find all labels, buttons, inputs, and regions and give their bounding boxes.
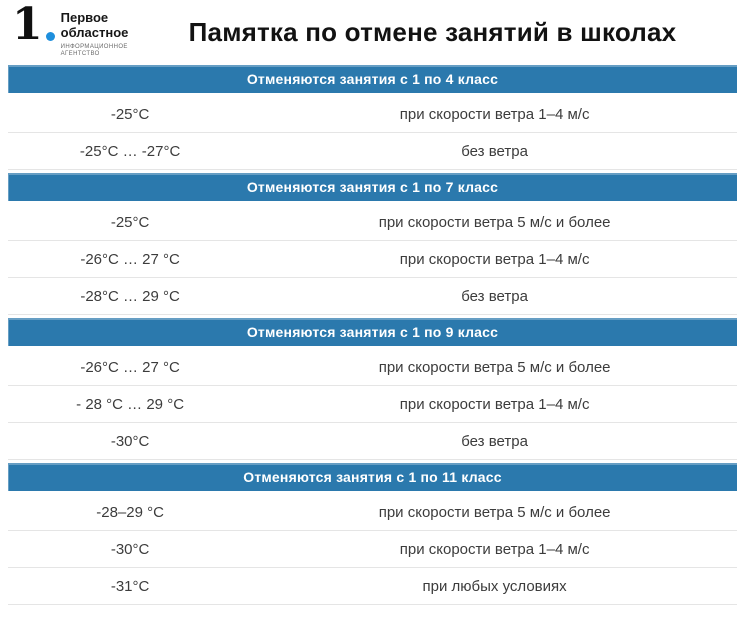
section-grades-1-4 (0, 65, 745, 170)
temperature-cell: -26°C … 27 °C (80, 250, 180, 268)
temperature-cell: -26°C … 27 °C (80, 358, 180, 376)
logo-subtitle (61, 44, 129, 59)
table-row (8, 96, 737, 133)
condition-cell: при скорости ветра 1–4 м/с (399, 540, 590, 558)
table-row (8, 278, 737, 315)
section-grades-1-11 (0, 463, 745, 605)
logo-text-block (61, 5, 129, 58)
temperature-cell: -28–29 °C (96, 503, 164, 521)
table-row (8, 386, 737, 423)
temperature-cell: -30°C (110, 540, 150, 558)
logo-numeral-one (12, 0, 55, 51)
logo-name-line1: Первое (60, 10, 109, 26)
table-row (8, 568, 737, 605)
table-row (8, 494, 737, 531)
table-row (8, 349, 737, 386)
header (0, 0, 745, 62)
condition-cell: при скорости ветра 5 м/с и более (378, 503, 611, 521)
section-grades-1-9 (0, 318, 745, 460)
section-header: Отменяются занятия с 1 по 11 класс (8, 463, 737, 491)
logo-subtitle-line1: ИНФОРМАЦИОННОЕ (60, 43, 128, 50)
logo-blue-dot-icon (46, 32, 55, 41)
agency-logo (12, 0, 162, 58)
section-header: Отменяются занятия с 1 по 4 класс (8, 65, 737, 93)
table-row (8, 531, 737, 568)
section-header: Отменяются занятия с 1 по 9 класс (8, 318, 737, 346)
logo-subtitle-line2: АГЕНТСТВО (60, 51, 100, 58)
table-row (8, 423, 737, 460)
page-title: Памятка по отмене занятий в школах (188, 16, 677, 47)
condition-cell: при скорости ветра 5 м/с и более (378, 213, 611, 231)
logo-numeral-text: 1 (12, 0, 43, 51)
condition-cell: при скорости ветра 5 м/с и более (378, 358, 611, 376)
condition-cell: без ветра (461, 142, 528, 160)
temperature-cell: -28°C … 29 °C (80, 287, 180, 305)
condition-cell: при скорости ветра 1–4 м/с (399, 395, 590, 413)
temperature-cell: -30°C (110, 432, 150, 450)
condition-cell: при любых условиях (422, 577, 567, 595)
temperature-cell: -25°C … -27°C (79, 142, 181, 160)
temperature-cell: -31°C (110, 577, 150, 595)
logo-name-line2: областное (60, 24, 129, 40)
condition-cell: при скорости ветра 1–4 м/с (399, 250, 590, 268)
section-header: Отменяются занятия с 1 по 7 класс (8, 173, 737, 201)
condition-cell: без ветра (461, 432, 528, 450)
condition-cell: без ветра (461, 287, 528, 305)
temperature-cell: -25°C (110, 213, 150, 231)
condition-cell: при скорости ветра 1–4 м/с (399, 105, 590, 123)
temperature-cell: -25°C (110, 105, 150, 123)
table-row (8, 204, 737, 241)
table-row (8, 133, 737, 170)
section-grades-1-7 (0, 173, 745, 315)
temperature-cell: - 28 °C … 29 °C (76, 395, 185, 413)
table-row (8, 241, 737, 278)
logo-name (61, 11, 129, 39)
